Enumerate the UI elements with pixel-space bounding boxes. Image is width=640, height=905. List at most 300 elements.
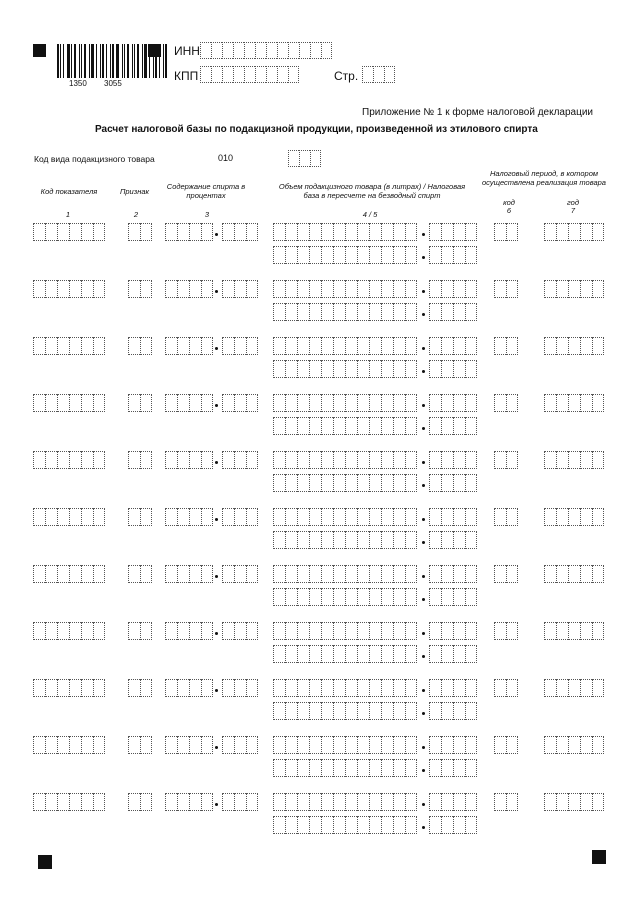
volume-field-cell[interactable]	[309, 394, 321, 412]
period-code-field-cell[interactable]	[506, 508, 518, 526]
alcohol-content-field-cell[interactable]	[189, 679, 201, 697]
volume-field-cell[interactable]	[273, 394, 285, 412]
tax-base-fraction-field-cell[interactable]	[441, 759, 453, 777]
kpp-cell[interactable]	[222, 66, 233, 83]
sign-field[interactable]	[128, 679, 152, 697]
alcohol-content-fraction-field-cell[interactable]	[246, 622, 258, 640]
volume-field-cell[interactable]	[297, 679, 309, 697]
tax-base-field-cell[interactable]	[357, 417, 369, 435]
volume-field-cell[interactable]	[321, 280, 333, 298]
sign-field-cell[interactable]	[140, 508, 152, 526]
volume-field[interactable]	[273, 280, 417, 298]
alcohol-content-field-cell[interactable]	[165, 280, 177, 298]
volume-fraction-field-cell[interactable]	[441, 793, 453, 811]
volume-field-cell[interactable]	[273, 508, 285, 526]
tax-base-field-cell[interactable]	[285, 588, 297, 606]
volume-field-cell[interactable]	[333, 679, 345, 697]
alcohol-content-field-cell[interactable]	[177, 337, 189, 355]
tax-base-field-cell[interactable]	[309, 417, 321, 435]
indicator-code-field-cell[interactable]	[57, 679, 69, 697]
tax-base-field-cell[interactable]	[297, 531, 309, 549]
tax-base-field-cell[interactable]	[333, 303, 345, 321]
volume-field-cell[interactable]	[345, 679, 357, 697]
volume-field-cell[interactable]	[393, 679, 405, 697]
indicator-code-field-cell[interactable]	[33, 736, 45, 754]
sign-field[interactable]	[128, 451, 152, 469]
volume-fraction-field-cell[interactable]	[441, 622, 453, 640]
volume-field-cell[interactable]	[357, 622, 369, 640]
indicator-code-field-cell[interactable]	[33, 622, 45, 640]
tax-base-fraction-field-cell[interactable]	[429, 645, 441, 663]
alcohol-content-fraction-field-cell[interactable]	[246, 337, 258, 355]
indicator-code-field-cell[interactable]	[81, 394, 93, 412]
alcohol-content-fraction-field[interactable]	[222, 679, 258, 697]
year-field-cell[interactable]	[592, 280, 604, 298]
volume-fraction-field-cell[interactable]	[429, 565, 441, 583]
tax-base-fraction-field-cell[interactable]	[429, 303, 441, 321]
tax-base-fraction-field-cell[interactable]	[453, 417, 465, 435]
tax-base-field-cell[interactable]	[357, 702, 369, 720]
year-field-cell[interactable]	[544, 337, 556, 355]
volume-field[interactable]	[273, 451, 417, 469]
volume-field-cell[interactable]	[273, 622, 285, 640]
volume-fraction-field[interactable]	[429, 508, 477, 526]
alcohol-content-field-cell[interactable]	[177, 736, 189, 754]
indicator-code-field-cell[interactable]	[93, 337, 105, 355]
tax-base-field[interactable]	[273, 417, 417, 435]
volume-fraction-field-cell[interactable]	[465, 679, 477, 697]
kpp-field[interactable]	[200, 66, 299, 83]
goods-code-cell[interactable]	[299, 150, 310, 167]
tax-base-field-cell[interactable]	[345, 303, 357, 321]
volume-field-cell[interactable]	[381, 280, 393, 298]
alcohol-content-fraction-field-cell[interactable]	[246, 508, 258, 526]
inn-cell[interactable]	[244, 42, 255, 59]
tax-base-fraction-field[interactable]	[429, 246, 477, 264]
tax-base-field-cell[interactable]	[285, 531, 297, 549]
alcohol-content-fraction-field-cell[interactable]	[234, 223, 246, 241]
tax-base-field-cell[interactable]	[357, 645, 369, 663]
volume-field-cell[interactable]	[393, 736, 405, 754]
volume-field-cell[interactable]	[369, 337, 381, 355]
indicator-code-field[interactable]	[33, 679, 105, 697]
tax-base-field-cell[interactable]	[297, 360, 309, 378]
tax-base-fraction-field-cell[interactable]	[441, 531, 453, 549]
volume-field-cell[interactable]	[321, 622, 333, 640]
tax-base-field-cell[interactable]	[321, 360, 333, 378]
sign-field-cell[interactable]	[128, 451, 140, 469]
year-field-cell[interactable]	[580, 736, 592, 754]
alcohol-content-field-cell[interactable]	[177, 451, 189, 469]
tax-base-field-cell[interactable]	[309, 303, 321, 321]
tax-base-field-cell[interactable]	[405, 474, 417, 492]
alcohol-content-fraction-field-cell[interactable]	[222, 793, 234, 811]
period-code-field-cell[interactable]	[494, 622, 506, 640]
volume-field-cell[interactable]	[273, 280, 285, 298]
indicator-code-field-cell[interactable]	[69, 679, 81, 697]
year-field-cell[interactable]	[580, 451, 592, 469]
year-field-cell[interactable]	[556, 223, 568, 241]
volume-field-cell[interactable]	[381, 679, 393, 697]
tax-base-field-cell[interactable]	[405, 588, 417, 606]
volume-field-cell[interactable]	[333, 337, 345, 355]
year-field-cell[interactable]	[568, 793, 580, 811]
volume-field-cell[interactable]	[345, 736, 357, 754]
year-field-cell[interactable]	[580, 394, 592, 412]
tax-base-fraction-field-cell[interactable]	[453, 360, 465, 378]
volume-field-cell[interactable]	[321, 565, 333, 583]
tax-base-field[interactable]	[273, 702, 417, 720]
alcohol-content-field-cell[interactable]	[177, 565, 189, 583]
tax-base-field-cell[interactable]	[393, 417, 405, 435]
tax-base-fraction-field-cell[interactable]	[441, 360, 453, 378]
tax-base-fraction-field-cell[interactable]	[441, 816, 453, 834]
sign-field-cell[interactable]	[128, 280, 140, 298]
volume-field-cell[interactable]	[285, 622, 297, 640]
sign-field[interactable]	[128, 223, 152, 241]
sign-field[interactable]	[128, 736, 152, 754]
indicator-code-field-cell[interactable]	[81, 679, 93, 697]
tax-base-field-cell[interactable]	[273, 588, 285, 606]
tax-base-fraction-field[interactable]	[429, 531, 477, 549]
year-field-cell[interactable]	[568, 565, 580, 583]
volume-field-cell[interactable]	[357, 394, 369, 412]
period-code-field-cell[interactable]	[494, 223, 506, 241]
tax-base-field-cell[interactable]	[381, 474, 393, 492]
tax-base-fraction-field-cell[interactable]	[453, 531, 465, 549]
tax-base-fraction-field-cell[interactable]	[429, 474, 441, 492]
volume-field-cell[interactable]	[381, 394, 393, 412]
volume-field-cell[interactable]	[393, 394, 405, 412]
year-field[interactable]	[544, 565, 604, 583]
alcohol-content-field-cell[interactable]	[201, 223, 213, 241]
tax-base-field-cell[interactable]	[393, 474, 405, 492]
tax-base-field-cell[interactable]	[321, 759, 333, 777]
volume-field-cell[interactable]	[381, 736, 393, 754]
tax-base-fraction-field[interactable]	[429, 588, 477, 606]
indicator-code-field[interactable]	[33, 394, 105, 412]
alcohol-content-field-cell[interactable]	[201, 280, 213, 298]
indicator-code-field[interactable]	[33, 622, 105, 640]
kpp-cell[interactable]	[244, 66, 255, 83]
page-cell[interactable]	[384, 66, 395, 83]
tax-base-field-cell[interactable]	[273, 417, 285, 435]
volume-field-cell[interactable]	[357, 337, 369, 355]
tax-base-field-cell[interactable]	[345, 417, 357, 435]
year-field-cell[interactable]	[556, 508, 568, 526]
volume-field-cell[interactable]	[285, 394, 297, 412]
indicator-code-field-cell[interactable]	[93, 622, 105, 640]
volume-field-cell[interactable]	[345, 508, 357, 526]
volume-field-cell[interactable]	[345, 280, 357, 298]
tax-base-field-cell[interactable]	[357, 303, 369, 321]
tax-base-fraction-field[interactable]	[429, 702, 477, 720]
volume-field-cell[interactable]	[369, 679, 381, 697]
volume-field-cell[interactable]	[309, 223, 321, 241]
volume-field-cell[interactable]	[285, 223, 297, 241]
year-field-cell[interactable]	[556, 679, 568, 697]
sign-field-cell[interactable]	[140, 679, 152, 697]
tax-base-field-cell[interactable]	[273, 816, 285, 834]
tax-base-field-cell[interactable]	[393, 645, 405, 663]
period-code-field[interactable]	[494, 508, 518, 526]
volume-fraction-field[interactable]	[429, 451, 477, 469]
period-code-field-cell[interactable]	[506, 736, 518, 754]
sign-field[interactable]	[128, 565, 152, 583]
period-code-field[interactable]	[494, 622, 518, 640]
volume-field-cell[interactable]	[285, 793, 297, 811]
tax-base-field-cell[interactable]	[273, 303, 285, 321]
tax-base-field-cell[interactable]	[381, 303, 393, 321]
volume-field[interactable]	[273, 223, 417, 241]
sign-field-cell[interactable]	[128, 793, 140, 811]
indicator-code-field-cell[interactable]	[57, 622, 69, 640]
indicator-code-field-cell[interactable]	[93, 679, 105, 697]
tax-base-field-cell[interactable]	[285, 645, 297, 663]
volume-fraction-field-cell[interactable]	[465, 565, 477, 583]
alcohol-content-fraction-field-cell[interactable]	[246, 793, 258, 811]
tax-base-field[interactable]	[273, 816, 417, 834]
volume-fraction-field[interactable]	[429, 337, 477, 355]
kpp-cell[interactable]	[200, 66, 211, 83]
tax-base-field-cell[interactable]	[333, 588, 345, 606]
alcohol-content-field-cell[interactable]	[177, 394, 189, 412]
volume-field-cell[interactable]	[285, 565, 297, 583]
alcohol-content-field-cell[interactable]	[165, 394, 177, 412]
year-field-cell[interactable]	[544, 622, 556, 640]
volume-field-cell[interactable]	[357, 451, 369, 469]
indicator-code-field-cell[interactable]	[33, 679, 45, 697]
period-code-field[interactable]	[494, 337, 518, 355]
period-code-field[interactable]	[494, 736, 518, 754]
alcohol-content-field[interactable]	[165, 736, 213, 754]
sign-field-cell[interactable]	[140, 280, 152, 298]
tax-base-fraction-field-cell[interactable]	[453, 645, 465, 663]
indicator-code-field[interactable]	[33, 565, 105, 583]
volume-field-cell[interactable]	[357, 280, 369, 298]
tax-base-field-cell[interactable]	[345, 246, 357, 264]
tax-base-field-cell[interactable]	[357, 588, 369, 606]
indicator-code-field-cell[interactable]	[93, 223, 105, 241]
volume-fraction-field-cell[interactable]	[441, 508, 453, 526]
tax-base-field-cell[interactable]	[297, 303, 309, 321]
tax-base-fraction-field[interactable]	[429, 474, 477, 492]
period-code-field-cell[interactable]	[506, 679, 518, 697]
volume-field[interactable]	[273, 793, 417, 811]
volume-fraction-field-cell[interactable]	[453, 223, 465, 241]
alcohol-content-fraction-field[interactable]	[222, 736, 258, 754]
year-field-cell[interactable]	[592, 394, 604, 412]
volume-field[interactable]	[273, 337, 417, 355]
inn-cell[interactable]	[255, 42, 266, 59]
volume-fraction-field[interactable]	[429, 622, 477, 640]
tax-base-field-cell[interactable]	[273, 759, 285, 777]
volume-field-cell[interactable]	[297, 508, 309, 526]
volume-field[interactable]	[273, 565, 417, 583]
tax-base-field-cell[interactable]	[381, 417, 393, 435]
sign-field-cell[interactable]	[128, 508, 140, 526]
volume-field-cell[interactable]	[381, 337, 393, 355]
alcohol-content-field-cell[interactable]	[177, 223, 189, 241]
volume-field-cell[interactable]	[369, 565, 381, 583]
volume-fraction-field-cell[interactable]	[453, 394, 465, 412]
tax-base-fraction-field-cell[interactable]	[429, 759, 441, 777]
alcohol-content-fraction-field-cell[interactable]	[222, 223, 234, 241]
sign-field-cell[interactable]	[140, 793, 152, 811]
period-code-field-cell[interactable]	[494, 280, 506, 298]
tax-base-field-cell[interactable]	[369, 588, 381, 606]
year-field-cell[interactable]	[544, 394, 556, 412]
sign-field[interactable]	[128, 337, 152, 355]
tax-base-field-cell[interactable]	[405, 303, 417, 321]
inn-cell[interactable]	[310, 42, 321, 59]
tax-base-field-cell[interactable]	[321, 303, 333, 321]
volume-field-cell[interactable]	[333, 223, 345, 241]
volume-fraction-field-cell[interactable]	[441, 565, 453, 583]
tax-base-fraction-field-cell[interactable]	[453, 702, 465, 720]
alcohol-content-field-cell[interactable]	[165, 736, 177, 754]
tax-base-field-cell[interactable]	[321, 816, 333, 834]
tax-base-field-cell[interactable]	[345, 702, 357, 720]
indicator-code-field-cell[interactable]	[69, 793, 81, 811]
tax-base-field-cell[interactable]	[321, 417, 333, 435]
volume-field-cell[interactable]	[393, 508, 405, 526]
volume-field-cell[interactable]	[345, 223, 357, 241]
period-code-field-cell[interactable]	[506, 793, 518, 811]
indicator-code-field-cell[interactable]	[57, 565, 69, 583]
alcohol-content-field[interactable]	[165, 793, 213, 811]
indicator-code-field-cell[interactable]	[69, 337, 81, 355]
volume-fraction-field[interactable]	[429, 223, 477, 241]
volume-field[interactable]	[273, 394, 417, 412]
year-field-cell[interactable]	[556, 280, 568, 298]
kpp-cell[interactable]	[233, 66, 244, 83]
year-field-cell[interactable]	[544, 280, 556, 298]
alcohol-content-fraction-field-cell[interactable]	[246, 679, 258, 697]
year-field-cell[interactable]	[568, 223, 580, 241]
tax-base-field[interactable]	[273, 759, 417, 777]
sign-field-cell[interactable]	[128, 679, 140, 697]
year-field-cell[interactable]	[568, 736, 580, 754]
goods-code-field[interactable]	[288, 150, 321, 167]
tax-base-field-cell[interactable]	[357, 531, 369, 549]
tax-base-field-cell[interactable]	[333, 645, 345, 663]
sign-field-cell[interactable]	[128, 394, 140, 412]
year-field[interactable]	[544, 394, 604, 412]
year-field-cell[interactable]	[556, 793, 568, 811]
year-field-cell[interactable]	[544, 793, 556, 811]
alcohol-content-field-cell[interactable]	[189, 622, 201, 640]
period-code-field-cell[interactable]	[494, 451, 506, 469]
volume-field-cell[interactable]	[393, 223, 405, 241]
year-field-cell[interactable]	[568, 280, 580, 298]
year-field-cell[interactable]	[544, 451, 556, 469]
year-field-cell[interactable]	[580, 793, 592, 811]
volume-field-cell[interactable]	[285, 451, 297, 469]
tax-base-field-cell[interactable]	[369, 360, 381, 378]
tax-base-field-cell[interactable]	[345, 816, 357, 834]
alcohol-content-fraction-field-cell[interactable]	[234, 565, 246, 583]
volume-field-cell[interactable]	[297, 622, 309, 640]
inn-cell[interactable]	[233, 42, 244, 59]
year-field[interactable]	[544, 337, 604, 355]
volume-fraction-field-cell[interactable]	[441, 679, 453, 697]
indicator-code-field-cell[interactable]	[33, 451, 45, 469]
tax-base-fraction-field-cell[interactable]	[441, 474, 453, 492]
volume-field-cell[interactable]	[381, 793, 393, 811]
volume-field-cell[interactable]	[357, 793, 369, 811]
tax-base-field-cell[interactable]	[333, 360, 345, 378]
volume-field-cell[interactable]	[273, 451, 285, 469]
tax-base-field-cell[interactable]	[369, 645, 381, 663]
volume-field[interactable]	[273, 622, 417, 640]
alcohol-content-field[interactable]	[165, 508, 213, 526]
tax-base-field-cell[interactable]	[285, 474, 297, 492]
alcohol-content-fraction-field-cell[interactable]	[234, 280, 246, 298]
indicator-code-field-cell[interactable]	[45, 679, 57, 697]
alcohol-content-fraction-field-cell[interactable]	[246, 736, 258, 754]
alcohol-content-fraction-field[interactable]	[222, 394, 258, 412]
year-field[interactable]	[544, 508, 604, 526]
sign-field-cell[interactable]	[128, 736, 140, 754]
volume-field-cell[interactable]	[405, 337, 417, 355]
volume-field-cell[interactable]	[405, 508, 417, 526]
volume-field-cell[interactable]	[393, 337, 405, 355]
tax-base-field-cell[interactable]	[297, 588, 309, 606]
inn-cell[interactable]	[211, 42, 222, 59]
volume-fraction-field-cell[interactable]	[465, 451, 477, 469]
indicator-code-field-cell[interactable]	[33, 394, 45, 412]
tax-base-field-cell[interactable]	[285, 303, 297, 321]
sign-field-cell[interactable]	[140, 451, 152, 469]
year-field-cell[interactable]	[580, 337, 592, 355]
tax-base-field-cell[interactable]	[273, 246, 285, 264]
volume-field-cell[interactable]	[285, 508, 297, 526]
inn-cell[interactable]	[299, 42, 310, 59]
indicator-code-field[interactable]	[33, 736, 105, 754]
tax-base-fraction-field[interactable]	[429, 303, 477, 321]
tax-base-field-cell[interactable]	[321, 588, 333, 606]
tax-base-field[interactable]	[273, 360, 417, 378]
alcohol-content-fraction-field-cell[interactable]	[222, 622, 234, 640]
tax-base-field[interactable]	[273, 645, 417, 663]
indicator-code-field-cell[interactable]	[93, 280, 105, 298]
tax-base-field-cell[interactable]	[357, 246, 369, 264]
period-code-field-cell[interactable]	[506, 223, 518, 241]
indicator-code-field-cell[interactable]	[57, 280, 69, 298]
page-cell[interactable]	[362, 66, 373, 83]
year-field-cell[interactable]	[580, 508, 592, 526]
alcohol-content-field-cell[interactable]	[165, 793, 177, 811]
indicator-code-field-cell[interactable]	[57, 337, 69, 355]
volume-field-cell[interactable]	[285, 337, 297, 355]
sign-field-cell[interactable]	[128, 565, 140, 583]
indicator-code-field[interactable]	[33, 451, 105, 469]
year-field-cell[interactable]	[544, 565, 556, 583]
tax-base-field-cell[interactable]	[321, 246, 333, 264]
tax-base-field[interactable]	[273, 303, 417, 321]
volume-fraction-field-cell[interactable]	[429, 337, 441, 355]
year-field-cell[interactable]	[592, 337, 604, 355]
sign-field-cell[interactable]	[140, 565, 152, 583]
indicator-code-field-cell[interactable]	[45, 451, 57, 469]
alcohol-content-fraction-field-cell[interactable]	[222, 565, 234, 583]
volume-field-cell[interactable]	[309, 280, 321, 298]
tax-base-field-cell[interactable]	[321, 645, 333, 663]
alcohol-content-fraction-field-cell[interactable]	[234, 622, 246, 640]
volume-field-cell[interactable]	[381, 223, 393, 241]
year-field-cell[interactable]	[580, 280, 592, 298]
